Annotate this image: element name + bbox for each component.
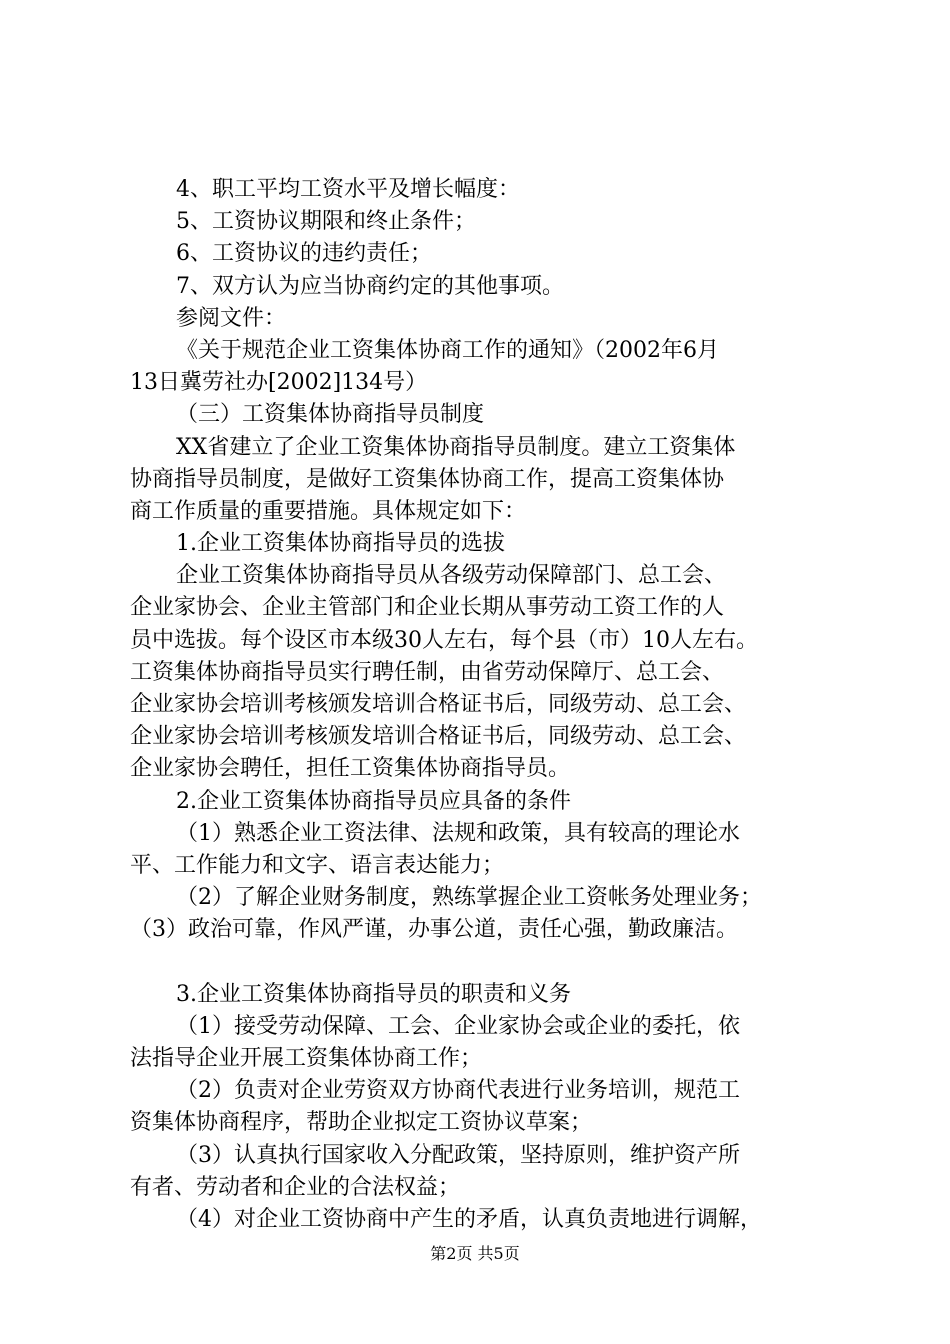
page-footer: 第2页 共5页 — [430, 1244, 520, 1263]
text-line: （1）接受劳动保障、工会、企业家协会或企业的委托，依 — [176, 1013, 740, 1039]
text-line: 5、工资协议期限和终止条件； — [176, 209, 476, 235]
text-line: （2）负责对企业劳资双方协商代表进行业务培训，规范工 — [176, 1078, 740, 1104]
text-line: 资集体协商程序，帮助企业拟定工资协议草案； — [130, 1110, 593, 1136]
text-line: 1.企业工资集体协商指导员的选拔 — [176, 531, 505, 557]
text-line: 13日冀劳社办[2002]134号） — [130, 370, 428, 396]
text-line: 商工作质量的重要措施。具体规定如下： — [130, 498, 527, 524]
text-line: （1）熟悉企业工资法律、法规和政策，具有较高的理论水 — [176, 820, 740, 846]
text-line: 协商指导员制度，是做好工资集体协商工作，提高工资集体协 — [130, 466, 725, 492]
text-line: （2）了解企业财务制度，熟练掌握企业工资帐务处理业务； — [176, 885, 762, 911]
text-line: 企业家协会培训考核颁发培训合格证书后，同级劳动、总工会、 — [130, 692, 747, 717]
text-line: 员中选拔。每个设区市本级30人左右，每个县（市）10人左右。 — [130, 627, 758, 653]
text-line: 2.企业工资集体协商指导员应具备的条件 — [176, 788, 571, 814]
text-line: 《关于规范企业工资集体协商工作的通知》（2002年6月 — [176, 337, 719, 363]
text-line: 企业工资集体协商指导员从各级劳动保障部门、总工会、 — [176, 563, 727, 589]
text-line: （3）政治可靠，作风严谨，办事公道，责任心强，勤政廉洁。 — [130, 917, 738, 943]
text-line: 企业家协会培训考核颁发培训合格证书后，同级劳动、总工会、 — [130, 724, 747, 750]
document-body — [130, 174, 830, 1236]
text-line: （三）工资集体协商指导员制度 — [176, 402, 485, 428]
text-line: 企业家协会聘任，担任工资集体协商指导员。 — [130, 756, 571, 782]
text-line: 法指导企业开展工资集体协商工作； — [130, 1046, 483, 1072]
text-line: 企业家协会、企业主管部门和企业长期从事劳动工资工作的人 — [130, 595, 725, 621]
text-line: （3）认真执行国家收入分配政策，坚持原则，维护资产所 — [176, 1142, 740, 1168]
text-line: 参阅文件： — [176, 305, 287, 331]
text-line: 有者、劳动者和企业的合法权益； — [130, 1174, 461, 1200]
text-line: XX省建立了企业工资集体协商指导员制度。建立工资集体 — [176, 434, 736, 460]
blank-line — [130, 947, 830, 979]
text-line: 3.企业工资集体协商指导员的职责和义务 — [176, 981, 571, 1007]
text-line: 7、双方认为应当协商约定的其他事项。 — [176, 273, 564, 299]
text-line: 4、职工平均工资水平及增长幅度： — [176, 177, 520, 202]
text-line: （4）对企业工资协商中产生的矛盾，认真负责地进行调解， — [176, 1207, 762, 1232]
text-line: 6、工资协议的违约责任； — [176, 241, 432, 267]
text-line: 平、工作能力和文字、语言表达能力； — [130, 852, 505, 878]
text-line: 工资集体协商指导员实行聘任制，由省劳动保障厅、总工会、 — [130, 659, 725, 685]
